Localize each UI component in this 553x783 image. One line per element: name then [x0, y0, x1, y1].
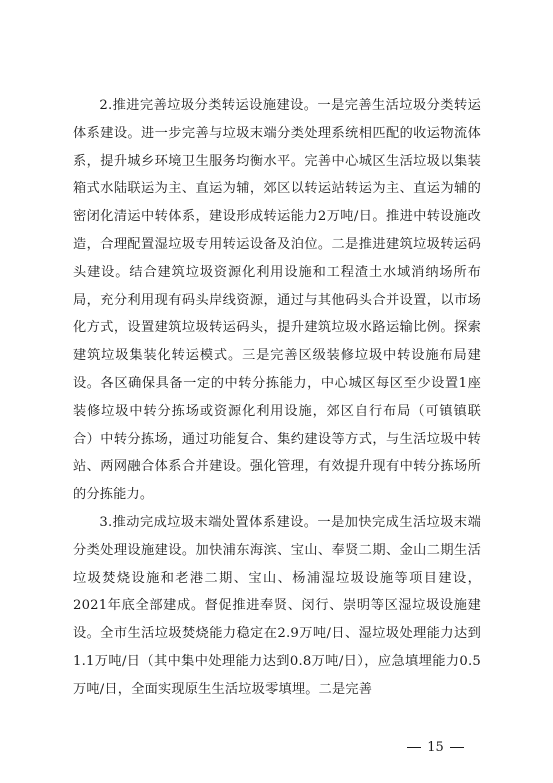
- paragraph-terminal-disposal: 3.推动完成垃圾末端处置体系建设。一是加快完成生活垃圾末端分类处理设施建设。加快浦东海滨、宝山、奉贤二期、金山二期生活垃圾焚烧设施和老港二期、宝山、杨浦湿垃圾设施等项目建设，2021年底全部建成。督促推进奉贤、闵行、崇明等区湿垃圾设施建设。全市生活垃圾焚烧能力稳定在2.9万吨/日、湿垃圾处理能力达到1.1万吨/日（其中集中处理能力达到0.8万吨/日），应急填埋能力0.5万吨/日，全面实现原生生活垃圾零填埋。二是完善: [73, 514, 481, 697]
- footer-dash-right: [450, 747, 464, 748]
- body-text: [73, 92, 481, 704]
- page-number: 15: [427, 740, 444, 755]
- page-footer: [398, 738, 473, 758]
- paragraph-transfer-facilities: 2.推进完善垃圾分类转运设施建设。一是完善生活垃圾分类转运体系建设。进一步完善与垃圾末端分类处理系统相匹配的收运物流体系，提升城乡环境卫生服务均衡水平。完善中心城区生活垃圾以集装箱式水陆联运为主、直运为辅，郊区以转运站转运为主、直运为辅的密闭化清运中转体系，建设形成转运能力2万吨/日。推进中转设施改造，合理配置湿垃圾专用转运设备及泊位。二是推进建筑垃圾转运码头建设。结合建筑垃圾资源化利用设施和工程渣土水域消纳场所布局，充分利用现有码头岸线资源，通过与其他码头合并设置，以市场化方式，设置建筑垃圾转运码头，提升建筑垃圾水路运输比例。探索建筑垃圾集装化转运模式。三是完善区级装修垃圾中转设施布局建设。各区确保具备一定的中转分拣能力，中心城区每区至少设置1座装修垃圾中转分拣场或资源化利用设施，郊区自行布局（可镇镇联合）中转分拣场，通过功能复合、集约建设等方式，与生活垃圾中转站、两网融合体系合并建设。强化管理，有效提升现有中转分拣场所的分拣能力。: [73, 98, 481, 503]
- footer-dash-left: [407, 747, 421, 748]
